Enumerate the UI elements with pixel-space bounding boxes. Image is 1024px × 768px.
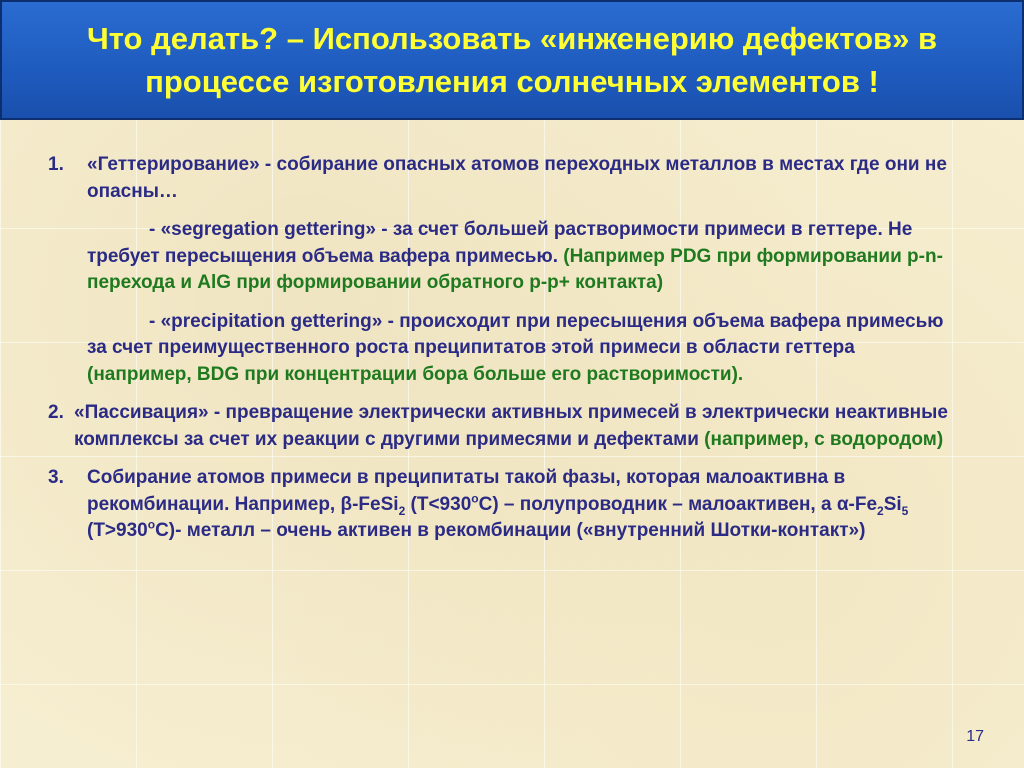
item-number: 1. [48,154,64,175]
condition-low-end: C) – полупроводник – малоактивен, а [478,493,837,515]
si-subscript: 5 [901,503,909,518]
item-example-prefix: Например, [229,493,341,515]
degree-mark: o [147,517,156,532]
list-item-gettering [48,152,948,205]
beta-symbol: β [340,493,353,515]
sub-item-segregation-gettering [48,217,948,297]
fe-formula: -Fe [848,493,878,515]
item-text: «Геттерирование» - собирание опасных атомов переходных металлов в местах где они не опасны… [87,154,947,202]
degree-mark: o [471,491,479,506]
item-example: (например, с водородом) [698,428,944,450]
condition-high: (T>930 [87,520,148,541]
sub-item-text: - «segregation gettering» - за счет большей растворимости примеси в геттере. Не требует пересыщения объема вафера примесью. [87,219,913,267]
sub-item-example: (например, BDG при концентрации бора больше его растворимости). [87,363,744,385]
fesi-formula: -FeSi [352,493,399,515]
title-bar [0,0,1024,120]
condition-high-end: C)- металл – очень активен в рекомбинации («внутренний Шотки-контакт») [155,520,866,541]
list-item-passivation [48,400,948,453]
alpha-symbol: α [836,493,849,515]
item-text: Собирание атомов примеси в преципитаты такой фазы, которая малоактивна в рекомбинации. [87,467,846,515]
slide-title: Что делать? – Использовать «инженерию дефектов» в процессе изготовления солнечных элементов ! [86,21,938,99]
item-number: 3. [48,467,64,488]
slide-content [48,152,948,545]
item-number: 2. [48,402,64,423]
si-formula: Si [883,493,902,515]
fesi-subscript: 2 [398,503,406,518]
sub-item-example: (Например PDG при формировании p-n-перехода и AlG при формировании обратного p-p+ контакта) [87,245,943,293]
item-text: «Пассивация» - превращение электрически активных примесей в электрически неактивные комплексы за счет их реакции с другими примесями и дефектами [74,402,948,450]
sub-item-text: - «precipitation gettering» - происходит при пересыщения объема вафера примесью за счет преимущественного роста преципитатов этой примеси в области геттера [87,310,944,358]
list-item-precipitation [48,465,948,545]
sub-item-precipitation-gettering [48,309,948,389]
page-number: 17 [966,728,984,745]
fe-subscript: 2 [877,503,884,518]
condition-low: (T<930 [405,493,472,515]
